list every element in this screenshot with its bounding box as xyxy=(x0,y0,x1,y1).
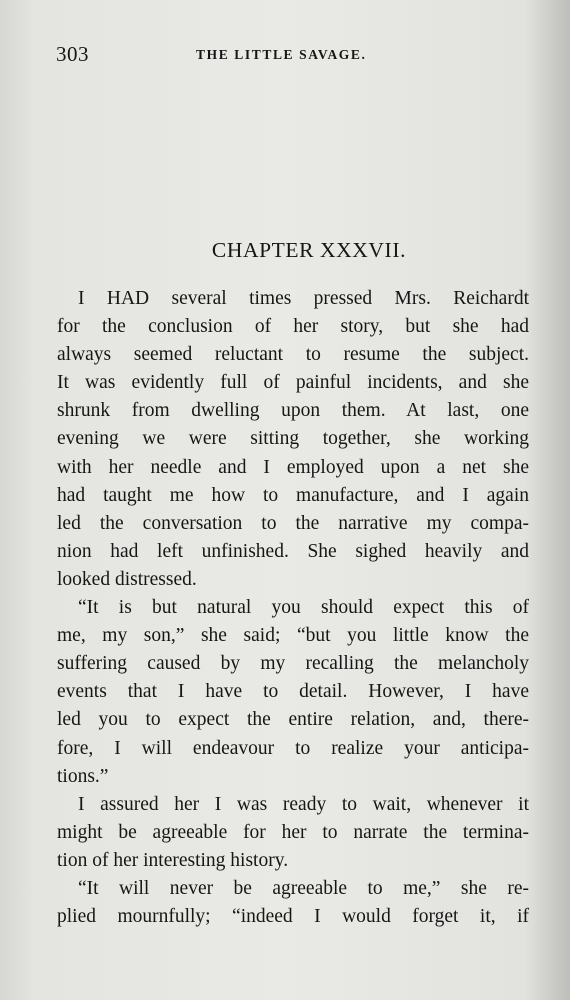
text-line: I assured her I was ready to wait, whenever it xyxy=(78,793,529,815)
text-line: “It is but natural you should expect this of xyxy=(78,597,529,619)
text-line: I HAD several times pressed Mrs. Reichardt xyxy=(78,288,529,309)
text-line: had taught me how to manufacture, and I again xyxy=(57,484,529,506)
text-line: It was evidently full of painful incidents, and she xyxy=(57,372,529,394)
paragraph-3 xyxy=(57,791,529,875)
text-line: suffering caused by my recalling the melancholy xyxy=(57,653,529,675)
text-line: “It will never be agreeable to me,” she re- xyxy=(78,877,529,899)
chapter-title: CHAPTER XXXVII. xyxy=(211,238,407,262)
text-line: for the conclusion of her story, but she had xyxy=(57,316,529,338)
text-line: plied mournfully; “indeed I would forget it, if xyxy=(57,906,529,928)
page-number: 303 xyxy=(56,42,89,66)
text-line: fore, I will endeavour to realize your anticipa- xyxy=(57,737,529,759)
text-line: me, my son,” she said; “but you little know the xyxy=(57,625,529,647)
text-line: looked distressed. xyxy=(57,568,197,590)
text-line: nion had left unfinished. She sighed heavily and xyxy=(57,540,529,562)
text-line: might be agreeable for her to narrate the termina- xyxy=(57,821,529,843)
paragraph-1 xyxy=(57,285,529,594)
text-line: always seemed reluctant to resume the subject. xyxy=(57,344,529,366)
text-line: shrunk from dwelling upon them. At last, one xyxy=(57,400,529,422)
running-title: THE LITTLE SAVAGE. xyxy=(196,47,367,62)
body-text xyxy=(57,285,529,931)
text-line: evening we were sitting together, she working xyxy=(57,428,529,450)
text-line: tion of her interesting history. xyxy=(57,849,289,871)
text-line: with her needle and I employed upon a net she xyxy=(57,456,529,478)
text-line: tions.” xyxy=(57,765,109,787)
paragraph-2 xyxy=(57,594,529,791)
text-line: events that I have to detail. However, I have xyxy=(57,681,529,703)
paragraph-4 xyxy=(57,875,529,931)
text-line: led you to expect the entire relation, and, there- xyxy=(57,709,529,731)
text-line: led the conversation to the narrative my compa- xyxy=(57,512,529,534)
